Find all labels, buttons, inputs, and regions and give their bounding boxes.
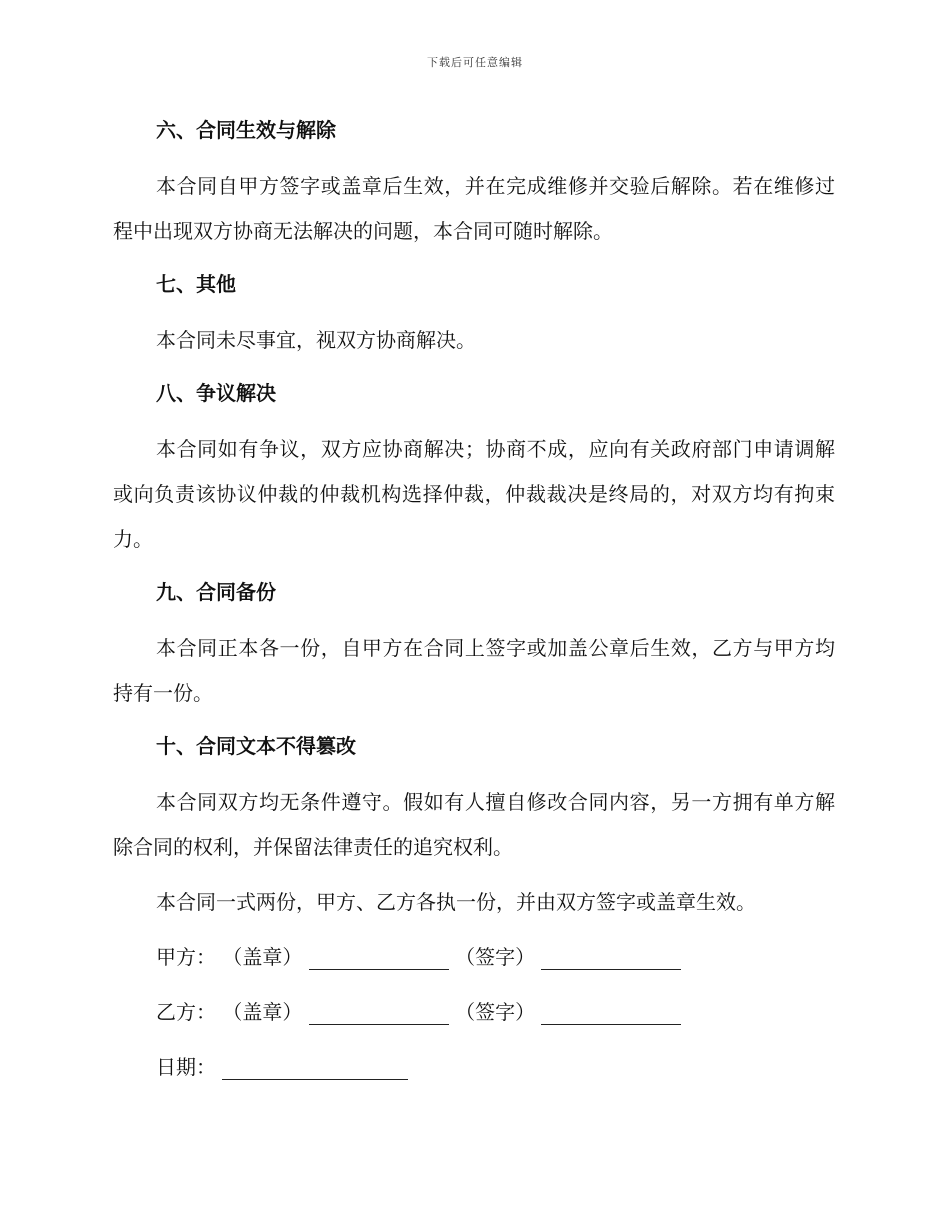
party-a-sign-label: （签字） [455, 945, 536, 969]
section-heading-other: 七、其他 [156, 272, 236, 296]
section-paragraph-backup: 本合同正本各一份，自甲方在合同上签字或加盖公章后生效，乙方与甲方均持有一份。 [113, 636, 835, 705]
party-b-sign-label: （签字） [455, 1000, 536, 1024]
party-b-seal-blank[interactable] [309, 994, 449, 1025]
party-b-sign-blank[interactable] [541, 994, 681, 1025]
party-b-label: 乙方： [156, 1000, 216, 1024]
section-paragraph-other: 本合同未尽事宜，视双方协商解决。 [156, 328, 476, 352]
party-a-seal-label: （盖章） [222, 945, 303, 969]
section-heading-dispute: 八、争议解决 [156, 381, 276, 405]
section-paragraph-effect: 本合同自甲方签字或盖章后生效，并在完成维修并交验后解除。若在维修过程中出现双方协商无法解决的问题，本合同可随时解除。 [113, 174, 835, 243]
section-paragraph-copies: 本合同一式两份，甲方、乙方各执一份，并由双方签字或盖章生效。 [156, 890, 756, 914]
party-a-signature-line [113, 935, 835, 980]
date-blank[interactable] [222, 1049, 408, 1080]
contract-body [113, 110, 835, 1100]
party-a-sign-blank[interactable] [541, 939, 681, 970]
party-a-seal-blank[interactable] [309, 939, 449, 970]
section-heading-effect: 六、合同生效与解除 [156, 118, 336, 142]
date-line [113, 1045, 835, 1090]
section-paragraph-no-tampering: 本合同双方均无条件遵守。假如有人擅自修改合同内容，另一方拥有单方解除合同的权利，并保留法律责任的追究权利。 [113, 790, 835, 859]
header-note: 下载后可任意编辑 [427, 56, 523, 69]
section-heading-backup: 九、合同备份 [156, 580, 276, 604]
section-heading-no-tampering: 十、合同文本不得篡改 [156, 734, 356, 758]
date-label: 日期： [156, 1055, 216, 1079]
section-paragraph-dispute: 本合同如有争议，双方应协商解决；协商不成，应向有关政府部门申请调解或向负责该协议仲裁的仲裁机构选择仲裁，仲裁裁决是终局的，对双方均有拘束力。 [113, 437, 835, 551]
party-a-label: 甲方： [156, 945, 216, 969]
party-b-signature-line [113, 990, 835, 1035]
party-b-seal-label: （盖章） [222, 1000, 303, 1024]
